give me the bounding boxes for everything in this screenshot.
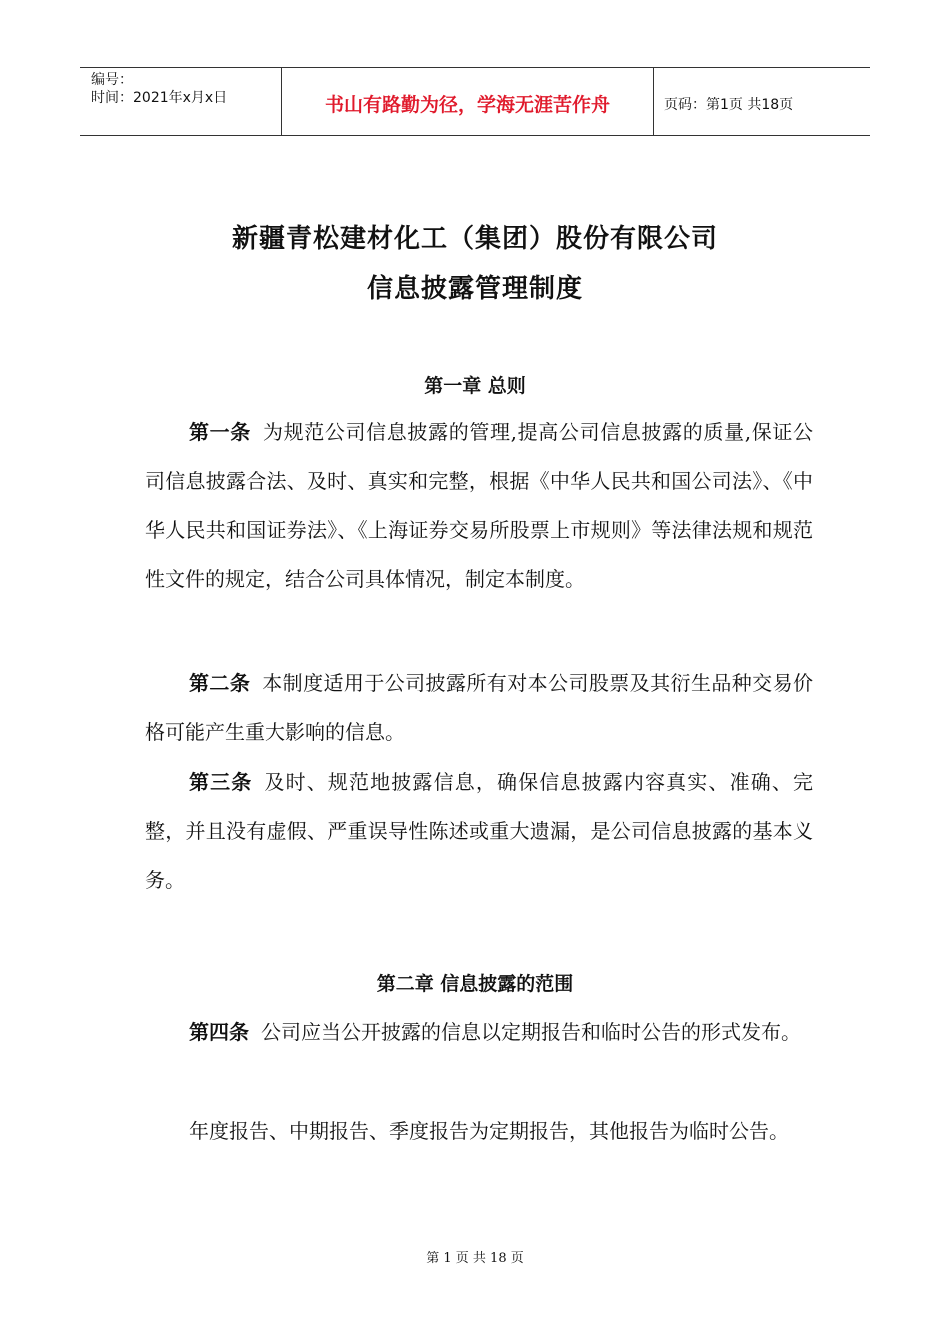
article-text: 及时、规范地披露信息，确保信息披露内容真实、准确、完整，并且没有虚假、严重误导性陈述或重大遗漏，是公司信息披露的基本义务。 xyxy=(145,770,814,892)
header-page-info: 页码：第1页 共18页 xyxy=(664,96,794,113)
article-number: 第三条 xyxy=(189,770,253,794)
code-label: 编号： xyxy=(91,72,133,88)
document-title-line1: 新疆青松建材化工（集团）股份有限公司 xyxy=(231,224,718,254)
header-motto: 书山有路勤为径，学海无涯苦作舟 xyxy=(282,68,654,135)
page-footer: 第 1 页 共 18 页 xyxy=(426,1251,524,1266)
article-1 xyxy=(145,408,813,604)
article-text: 为规范公司信息披露的管理,提高公司信息披露的质量,保证公司信息披露合法、及时、真实和完整，根据《中华人民共和国公司法》、《中华人民共和国证券法》、《上海证券交易所股票上市规则》等法律法规和规范性文件的规定，结合公司具体情况，制定本制度。 xyxy=(145,420,814,591)
document-title-line2: 信息披露管理制度 xyxy=(366,274,583,304)
article-text: 年度报告、中期报告、季度报告为定期报告，其他报告为临时公告。 xyxy=(189,1119,789,1143)
page-header xyxy=(80,67,870,136)
chapter-heading-2: 第二章 信息披露的范围 xyxy=(376,973,574,995)
article-4 xyxy=(145,1008,813,1057)
article-number: 第一条 xyxy=(189,420,251,444)
article-number: 第四条 xyxy=(189,1020,249,1044)
date-label: 时间：2021年x月x日 xyxy=(91,90,228,106)
article-text: 本制度适用于公司披露所有对本公司股票及其衍生品种交易价格可能产生重大影响的信息。 xyxy=(145,671,814,744)
article-text: 公司应当公开披露的信息以定期报告和临时公告的形式发布。 xyxy=(261,1020,801,1044)
chapter-heading-1: 第一章 总则 xyxy=(424,375,526,397)
article-2 xyxy=(145,659,813,757)
header-meta xyxy=(80,68,282,135)
article-4-continued xyxy=(145,1107,813,1156)
article-number: 第二条 xyxy=(189,671,251,695)
article-3 xyxy=(145,758,813,905)
